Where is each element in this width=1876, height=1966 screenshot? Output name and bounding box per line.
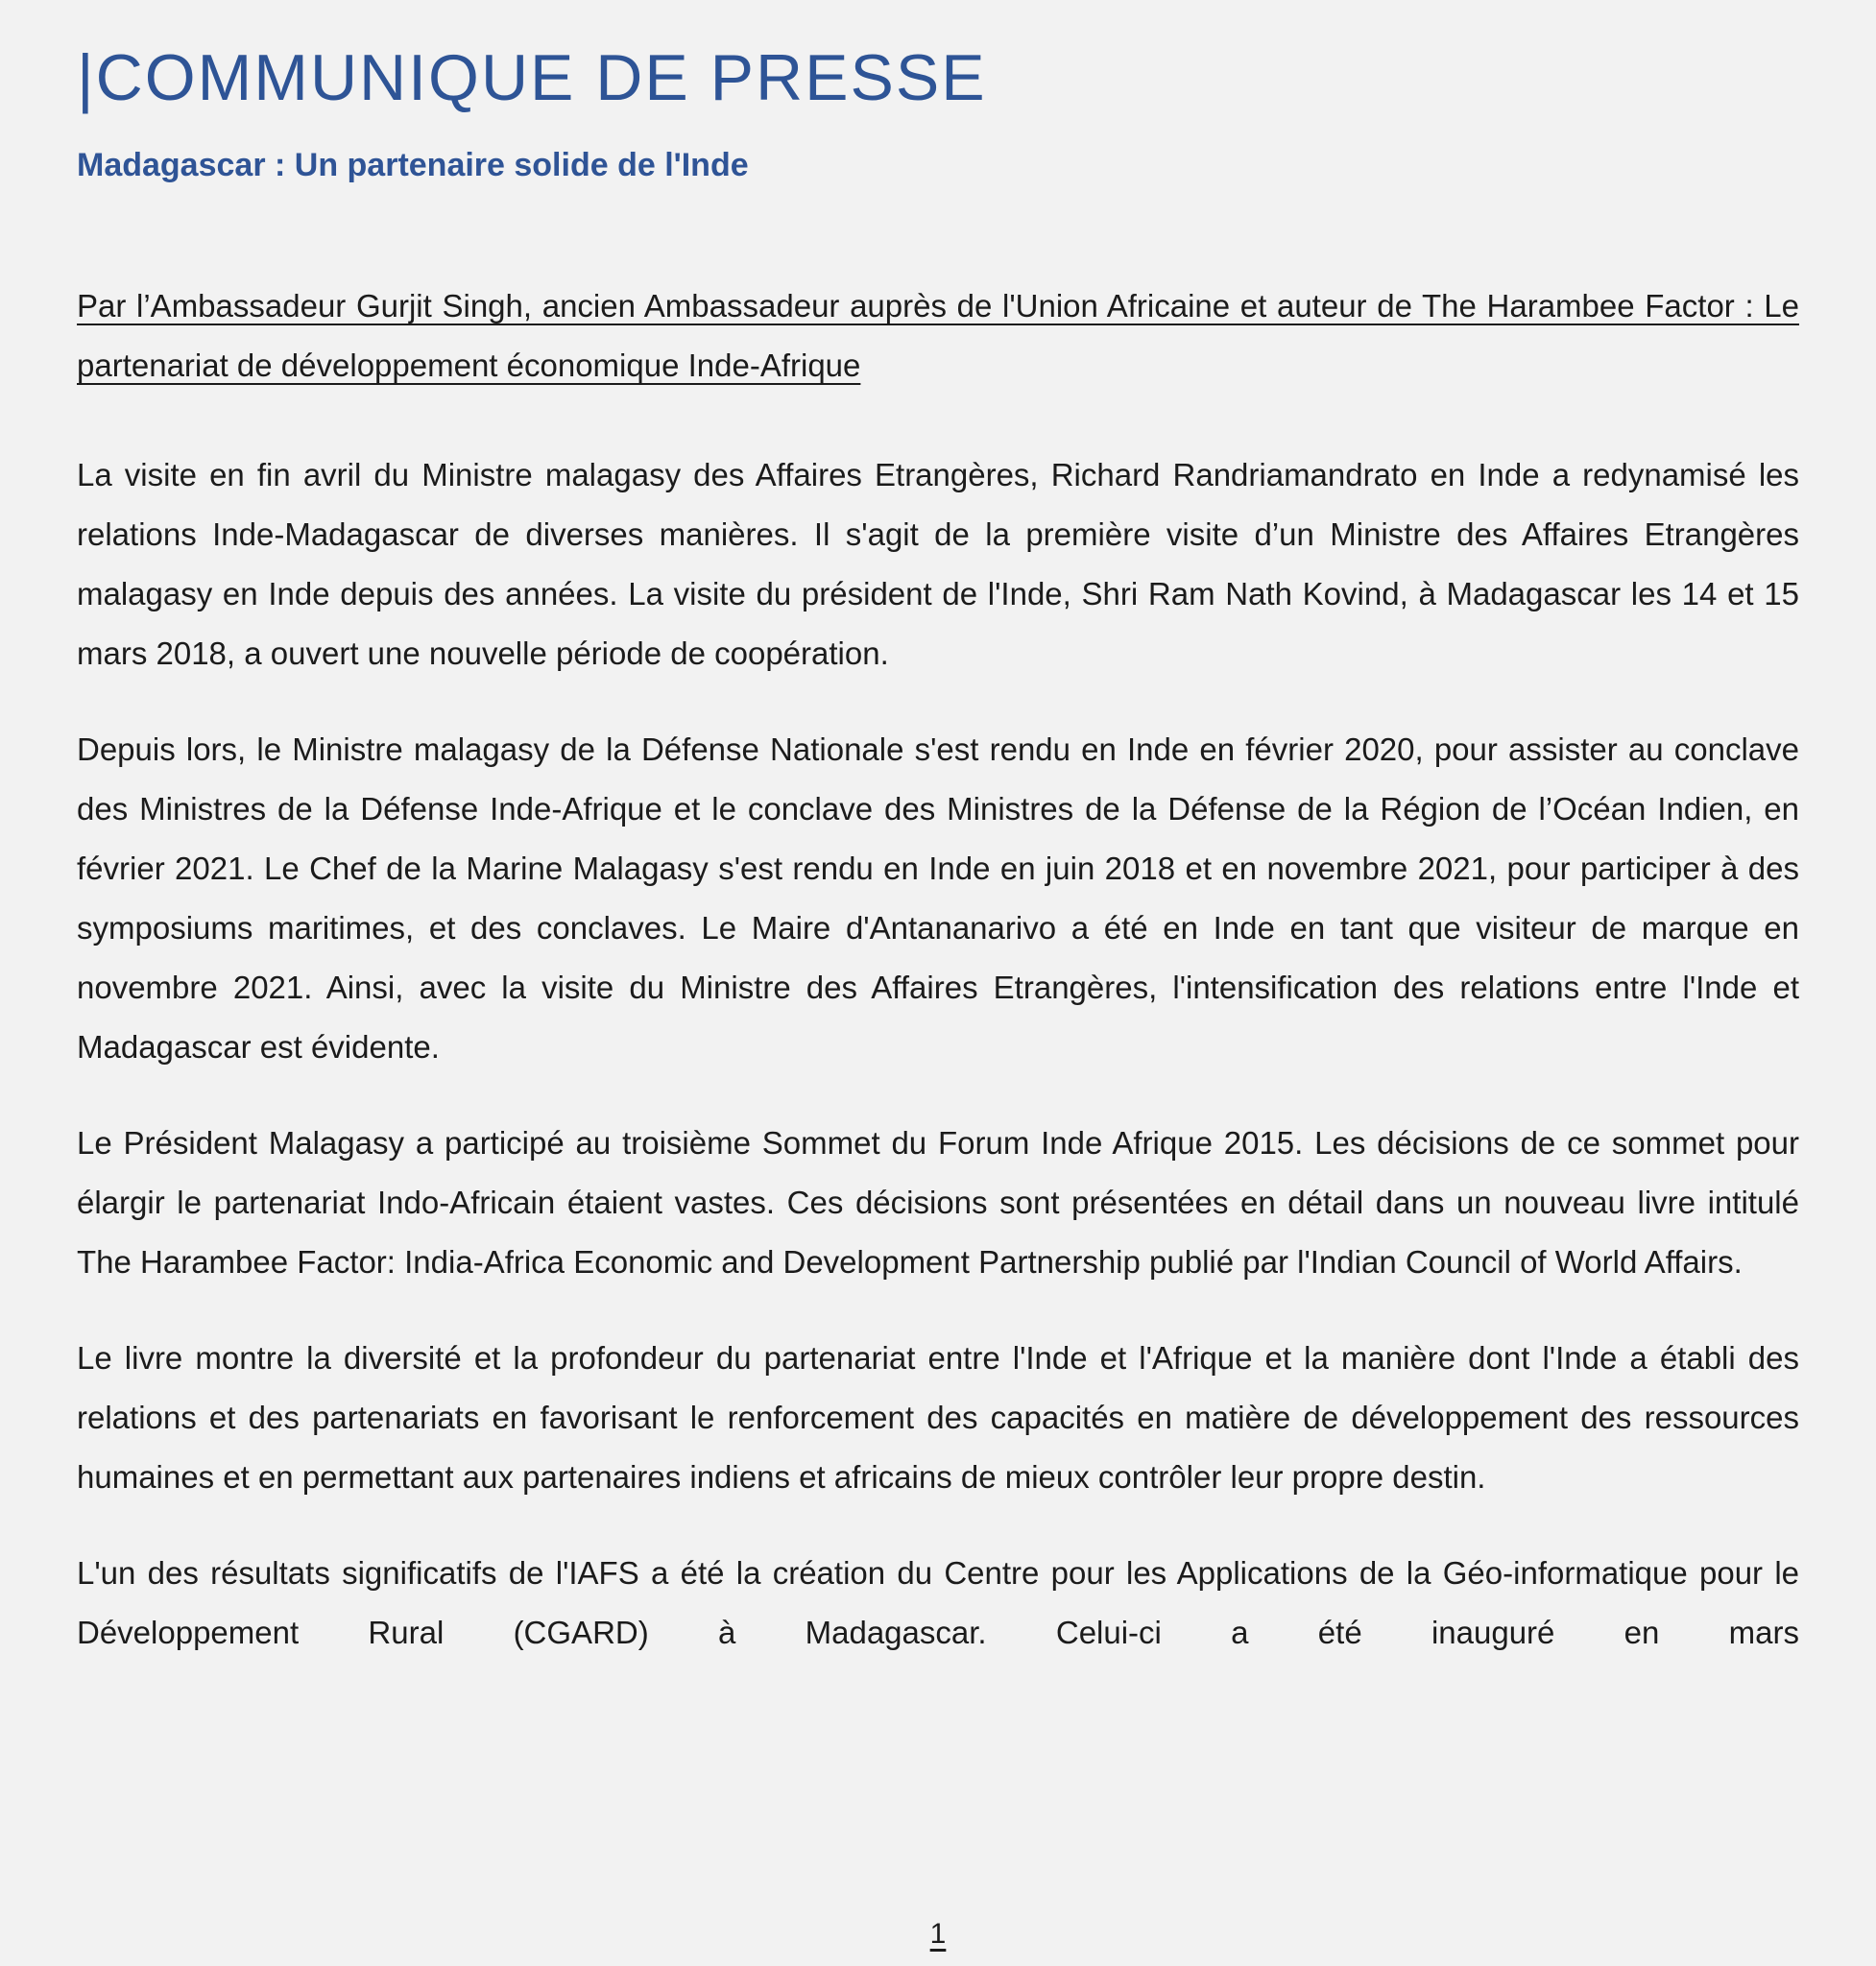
page-title: |COMMUNIQUE DE PRESSE: [77, 41, 987, 114]
paragraph-summit-book: Le Président Malagasy a participé au troisième Sommet du Forum Inde Afrique 2015. Les décisions de ce sommet pour élargir le partenariat Indo-Africain étaient vastes. Ces décisions sont présentées en détail dans un nouveau livre intitulé The Harambee Factor: India-Africa Economic and Development Partnership publié par l'Indian Council of World Affairs.: [77, 1125, 1799, 1280]
article-title: Madagascar : Un partenaire solide de l'Inde: [77, 147, 749, 183]
paragraph-visit: La visite en fin avril du Ministre malagasy des Affaires Etrangères, Richard Randriamandrato en Inde a redynamisé les relations Inde-Madagascar de diverses manières. Il s'agit de la première visite d’un Ministre des Affaires Etrangères malagasy en Inde depuis des années. La visite du président de l'Inde, Shri Ram Nath Kovind, à Madagascar les 14 et 15 mars 2018, a ouvert une nouvelle période de coopération.: [77, 457, 1799, 671]
byline: Par l’Ambassadeur Gurjit Singh, ancien Ambassadeur auprès de l'Union Africaine et auteur de The Harambee Factor : Le partenariat de développement économique Inde-Afrique: [77, 288, 1799, 383]
paragraph-defense-visits: Depuis lors, le Ministre malagasy de la Défense Nationale s'est rendu en Inde en février 2020, pour assister au conclave des Ministres de la Défense Inde-Afrique et le conclave des Ministres de la Défense de la Région de l’Océan Indien, en février 2021. Le Chef de la Marine Malagasy s'est rendu en Inde en juin 2018 et en novembre 2021, pour participer à des symposiums maritimes, et des conclaves. Le Maire d'Antananarivo a été en Inde en tant que visiteur de marque en novembre 2021. Ainsi, avec la visite du Ministre des Affaires Etrangères, l'intensification des relations entre l'Inde et Madagascar est évidente.: [77, 731, 1799, 1065]
page-number: 1: [929, 1918, 947, 1950]
paragraph-cgard: L'un des résultats significatifs de l'IAFS a été la création du Centre pour les Applications de la Géo-informatique pour le Développement Rural (CGARD) à Madagascar. Celui-ci a été inauguré en mars: [77, 1555, 1799, 1650]
paragraph-book-content: Le livre montre la diversité et la profondeur du partenariat entre l'Inde et l'Afrique et la manière dont l'Inde a établi des relations et des partenariats en favorisant le renforcement des capacités en matière de développement des ressources humaines et en permettant aux partenaires indiens et africains de mieux contrôler leur propre destin.: [77, 1340, 1799, 1495]
